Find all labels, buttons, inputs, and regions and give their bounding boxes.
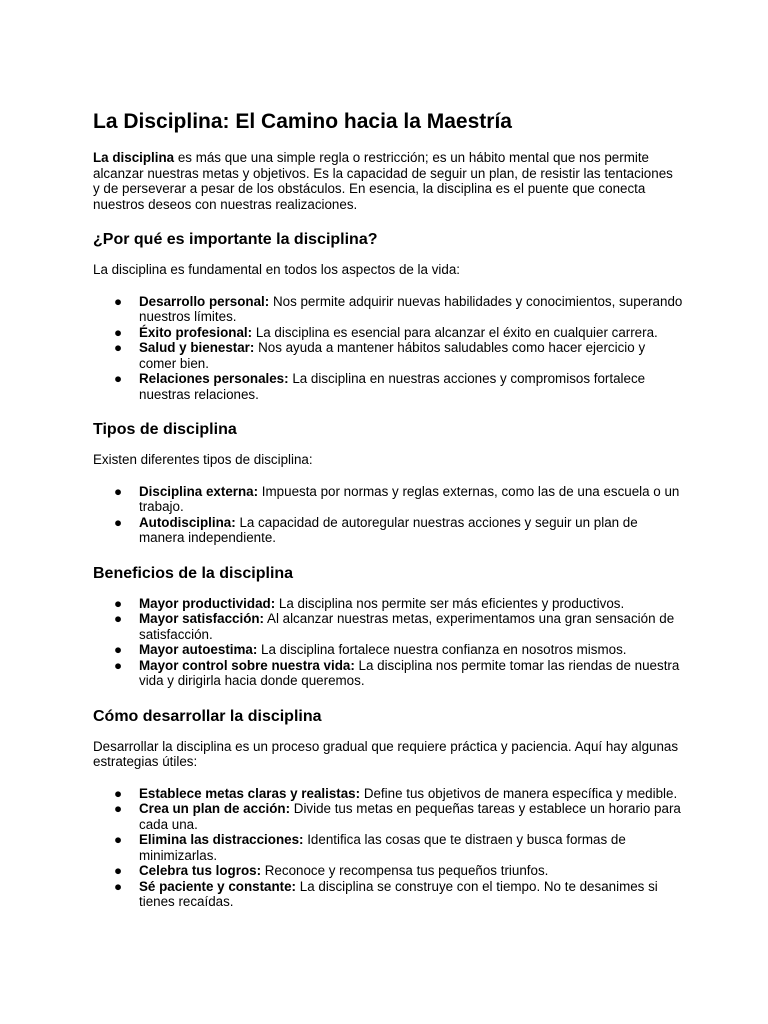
- list-item: [93, 340, 683, 371]
- list-item: [93, 596, 683, 612]
- intro-bold: La disciplina: [93, 150, 175, 165]
- list-item: [93, 515, 683, 546]
- item-text: Impuesta por normas y reglas externas, como las de una escuela o un trabajo.: [139, 483, 680, 514]
- list-item: [93, 879, 683, 910]
- section-heading-types: Tipos de disciplina: [93, 421, 237, 438]
- item-bold: Disciplina externa:: [139, 483, 259, 499]
- item-text: Nos ayuda a mantener hábitos saludables como hacer ejercicio y comer bien.: [139, 340, 646, 371]
- item-bold: Elimina las distracciones:: [139, 832, 304, 847]
- item-text: Al alcanzar nuestras metas, experimentamos una gran sensación de satisfacción.: [139, 611, 675, 642]
- item-bold: Salud y bienestar:: [139, 340, 255, 355]
- item-bold: Mayor autoestima:: [139, 642, 258, 657]
- section-heading-importance: ¿Por qué es importante la disciplina?: [93, 231, 378, 248]
- bullet-icon: ●: [114, 785, 123, 801]
- bullet-list: [93, 294, 683, 403]
- bullet-icon: ●: [114, 324, 123, 340]
- bullet-icon: ●: [114, 483, 123, 499]
- item-text: Nos permite adquirir nuevas habilidades y conocimientos, superando nuestros límites.: [139, 293, 683, 324]
- page-title: La Disciplina: El Camino hacia la Maestría: [93, 110, 512, 133]
- item-bold: Sé paciente y constante:: [139, 878, 297, 894]
- item-bold: Mayor control sobre nuestra vida:: [139, 657, 355, 673]
- section-heading-how-to: Cómo desarrollar la disciplina: [93, 707, 322, 725]
- bullet-icon: ●: [114, 642, 123, 657]
- list-item: [93, 611, 683, 642]
- item-bold: Mayor satisfacción:: [139, 611, 265, 626]
- item-text: Define tus objetivos de manera específica y medible.: [360, 785, 678, 801]
- bullet-icon: ●: [114, 801, 123, 816]
- item-text: La disciplina nos permite tomar las riendas de nuestra vida y dirigirla hacia donde queremos.: [139, 657, 680, 688]
- item-text: Reconoce y recompensa tus pequeños triunfos.: [261, 863, 549, 878]
- bullet-list: [93, 484, 683, 546]
- item-text: La disciplina se construye con el tiempo. No te desanimes si tienes recaídas.: [139, 878, 658, 909]
- item-text: Identifica las cosas que te distraen y busca formas de minimizarlas.: [139, 832, 626, 863]
- document-page: [93, 108, 683, 910]
- item-bold: Desarrollo personal:: [139, 293, 270, 309]
- item-text: La disciplina en nuestras acciones y compromisos fortalece nuestras relaciones.: [139, 371, 646, 402]
- list-item: [93, 484, 683, 515]
- bullet-icon: ●: [114, 863, 123, 878]
- bullet-icon: ●: [114, 340, 123, 355]
- item-text: La capacidad de autoregular nuestras acciones y seguir un plan de manera independiente.: [139, 514, 638, 545]
- list-item: [93, 294, 683, 325]
- list-item: [93, 863, 683, 879]
- item-bold: Mayor productividad:: [139, 595, 276, 611]
- section-lead: Existen diferentes tipos de disciplina:: [93, 452, 313, 467]
- bullet-icon: ●: [114, 832, 123, 847]
- section-heading-benefits: Beneficios de la disciplina: [93, 564, 294, 582]
- item-text: La disciplina fortalece nuestra confianza en nosotros mismos.: [257, 642, 627, 657]
- list-item: [93, 801, 683, 832]
- list-item: [93, 832, 683, 863]
- item-bold: Relaciones personales:: [139, 371, 289, 386]
- item-bold: Crea un plan de acción:: [139, 801, 291, 816]
- item-text: La disciplina nos permite ser más eficientes y productivos.: [275, 595, 625, 611]
- bullet-icon: ●: [114, 293, 123, 309]
- list-item: [93, 642, 683, 658]
- bullet-icon: ●: [114, 371, 123, 386]
- bullet-list: [93, 786, 683, 910]
- bullet-icon: ●: [114, 595, 123, 611]
- section-lead: Desarrollar la disciplina es un proceso gradual que requiere práctica y paciencia. Aquí hay algunas estrategias útiles:: [93, 738, 679, 769]
- item-bold: Autodisciplina:: [139, 514, 236, 530]
- bullet-icon: ●: [114, 514, 123, 530]
- bullet-icon: ●: [114, 878, 123, 894]
- item-bold: Celebra tus logros:: [139, 863, 262, 878]
- item-bold: Establece metas claras y realistas:: [139, 785, 361, 801]
- bullet-list: [93, 596, 683, 689]
- list-item: [93, 658, 683, 689]
- item-text: Divide tus metas en pequeñas tareas y establece un horario para cada una.: [139, 801, 681, 832]
- item-text: La disciplina es esencial para alcanzar el éxito en cualquier carrera.: [252, 324, 658, 340]
- section-lead: La disciplina es fundamental en todos los aspectos de la vida:: [93, 262, 460, 277]
- item-bold: Éxito profesional:: [139, 324, 253, 340]
- list-item: [93, 371, 683, 402]
- intro-text: es más que una simple regla o restricción; es un hábito mental que nos permite alcanzar nuestras metas y objetivos. Es la capacidad de seguir un plan, de resistir las tentaciones y de perseverar a pesar de los obstáculos. En esencia, la disciplina es el puente que conecta nuestros deseos con nuestras realizaciones.: [93, 150, 673, 212]
- list-item: [93, 325, 683, 341]
- bullet-icon: ●: [114, 657, 123, 673]
- bullet-icon: ●: [114, 611, 123, 626]
- intro-paragraph: [93, 150, 683, 212]
- list-item: [93, 786, 683, 802]
